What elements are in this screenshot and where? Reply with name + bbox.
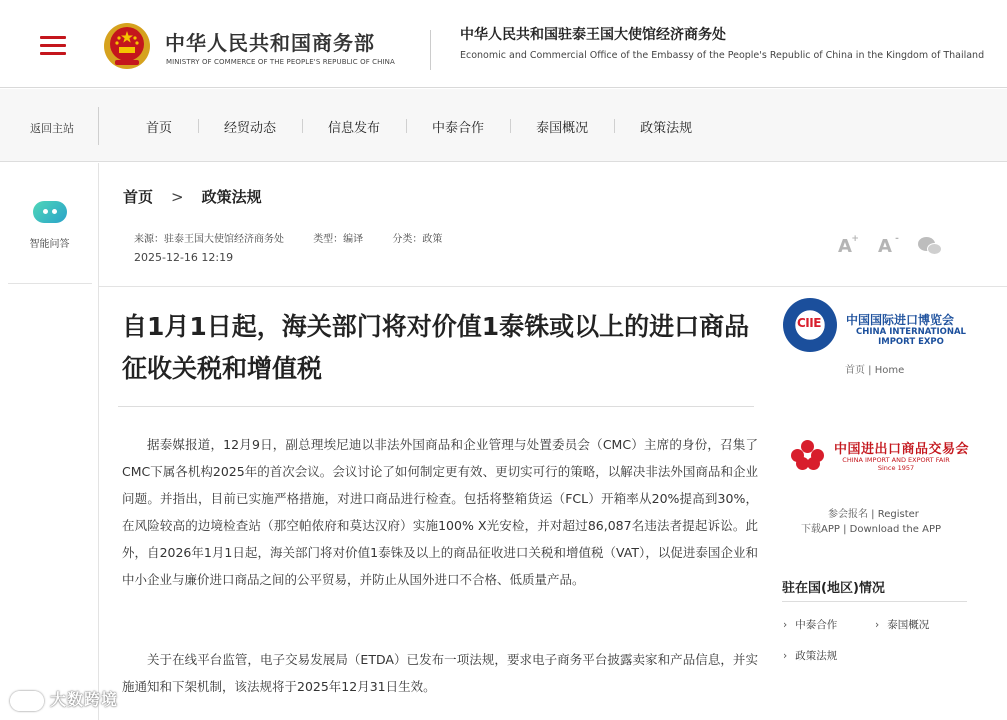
canton-fair-name-cn[interactable]: 中国进出口商品交易会	[834, 442, 970, 457]
nav-item-home[interactable]: 首页	[146, 121, 173, 136]
breadcrumb	[123, 186, 262, 207]
meta-category: 分类：政策	[392, 234, 443, 245]
font-increase-mark: +	[851, 234, 859, 244]
meta-date: 2025-12-16 12:19	[134, 251, 234, 264]
ciie-badge-text: CIIE	[797, 316, 821, 330]
country-link-label: 中泰合作	[795, 619, 838, 631]
content-divider	[99, 286, 1007, 287]
article-paragraph: 关于在线平台监管，电子交易发展局（ETDA）已发布一项法规，要求电子商务平台披露卖家和产品信息，并实施通知和下架机制，该法规将于2025年12月31日生效。	[122, 652, 758, 694]
canton-fair-name-en[interactable]: CHINA IMPORT AND EXPORT FAIR	[842, 456, 950, 464]
ciie-name-cn[interactable]: 中国国际进口博览会	[846, 313, 955, 327]
watermark-text: 大数跨境	[50, 690, 119, 709]
font-decrease-mark: -	[895, 234, 899, 244]
country-info-title: 驻在国(地区)情况	[782, 581, 885, 596]
download-app-link[interactable]: 下载APP | Download the APP	[801, 524, 942, 535]
meta-type: 类型：编译	[313, 234, 364, 245]
nav-items	[120, 117, 718, 136]
font-decrease-label: A	[877, 236, 892, 257]
robot-icon	[33, 201, 67, 223]
nav-divider	[98, 107, 99, 145]
ministry-name-cn: 中华人民共和国商务部	[165, 31, 375, 55]
nav-item-thailand-overview[interactable]: 泰国概况	[510, 117, 614, 136]
sidebar-divider	[8, 283, 92, 284]
header-divider	[430, 30, 431, 70]
main-nav	[0, 89, 1007, 162]
national-emblem-icon	[103, 22, 151, 70]
font-decrease-button[interactable]	[877, 234, 899, 257]
country-link-cooperation[interactable]	[783, 617, 837, 632]
smart-qa-button[interactable]	[0, 201, 99, 250]
ministry-name-en: MINISTRY OF COMMERCE OF THE PEOPLE'S REPUBLIC OF CHINA	[166, 58, 395, 66]
nav-item-policies-regulations[interactable]: 政策法规	[614, 117, 718, 136]
title-divider	[118, 406, 754, 407]
breadcrumb-home[interactable]: 首页	[123, 188, 154, 206]
nav-item-trade-news[interactable]: 经贸动态	[198, 117, 302, 136]
chevron-right-icon: ›	[783, 619, 788, 631]
site-header	[0, 0, 1007, 88]
font-increase-button[interactable]	[838, 234, 859, 257]
ciie-name-en[interactable]: CHINA INTERNATIONAL IMPORT EXPO	[856, 327, 966, 347]
office-name-cn: 中华人民共和国驻泰王国大使馆经济商务处	[460, 27, 726, 43]
breadcrumb-current[interactable]: 政策法规	[201, 188, 262, 206]
country-link-label: 政策法规	[795, 650, 838, 662]
article-paragraph: 据泰媒报道，12月9日，副总理埃尼迪以非法外国商品和企业管理与处置委员会（CMC）主席的身份，召集了CMC下属各机构2025年的首次会议。会议讨论了如何制定更有效、更切实可行的策略，以解决非法外国商品和企业问题。并指出，目前已实施严格措施，对进口商品进行检查。包括将整箱货运（FCL）开箱率从20%提高到30%，在风险较高的边境检查站（那空帕侬府和莫达汉府）实施100% X光安检，并对超过86,087名违法者提起诉讼。此外，自2026年1月1日起，海关部门将对价值1泰铢及以上的商品征收进口关税和增值税（VAT），以促进泰国企业和中小企业与廉价进口商品之间的公平贸易，并防止从国外进口不合格、低质量产品。	[122, 437, 758, 587]
ciie-logo-icon[interactable]	[783, 298, 837, 352]
nav-item-announcements[interactable]: 信息发布	[302, 117, 406, 136]
smart-qa-label: 智能问答	[29, 239, 70, 250]
chevron-right-icon: ›	[875, 619, 880, 631]
canton-fair-logo-icon[interactable]	[791, 440, 825, 470]
nav-item-china-thailand-cooperation[interactable]: 中泰合作	[406, 117, 510, 136]
chevron-right-icon: ›	[783, 650, 788, 662]
country-link-label: 泰国概况	[887, 619, 930, 631]
canton-fair-since: Since 1957	[877, 464, 915, 472]
watermark-logo-icon	[10, 691, 44, 711]
country-info-divider	[782, 601, 967, 602]
back-to-main-site-link[interactable]: 返回主站	[30, 122, 74, 135]
register-link[interactable]: 参会报名 | Register	[828, 509, 919, 520]
meta-source: 来源：驻泰王国大使馆经济商务处	[134, 234, 284, 245]
country-link-overview[interactable]	[875, 617, 929, 632]
wechat-share-icon[interactable]	[918, 237, 942, 257]
article-tools	[838, 236, 942, 257]
hamburger-menu-icon[interactable]	[40, 36, 66, 56]
article-title: 自1月1日起，海关部门将对价值1泰铢或以上的进口商品征收关税和增值税	[122, 312, 750, 383]
office-name-en: Economic and Commercial Office of the Embassy of the People's Republic of China in the Kingdom of Thailand	[460, 50, 985, 61]
article-meta	[134, 230, 468, 245]
left-sidebar	[0, 163, 99, 720]
watermark	[10, 687, 118, 711]
font-increase-label: A	[838, 236, 852, 257]
ciie-home-link[interactable]: 首页 | Home	[845, 365, 905, 376]
country-link-policies[interactable]	[783, 648, 837, 663]
breadcrumb-separator: >	[171, 188, 184, 206]
